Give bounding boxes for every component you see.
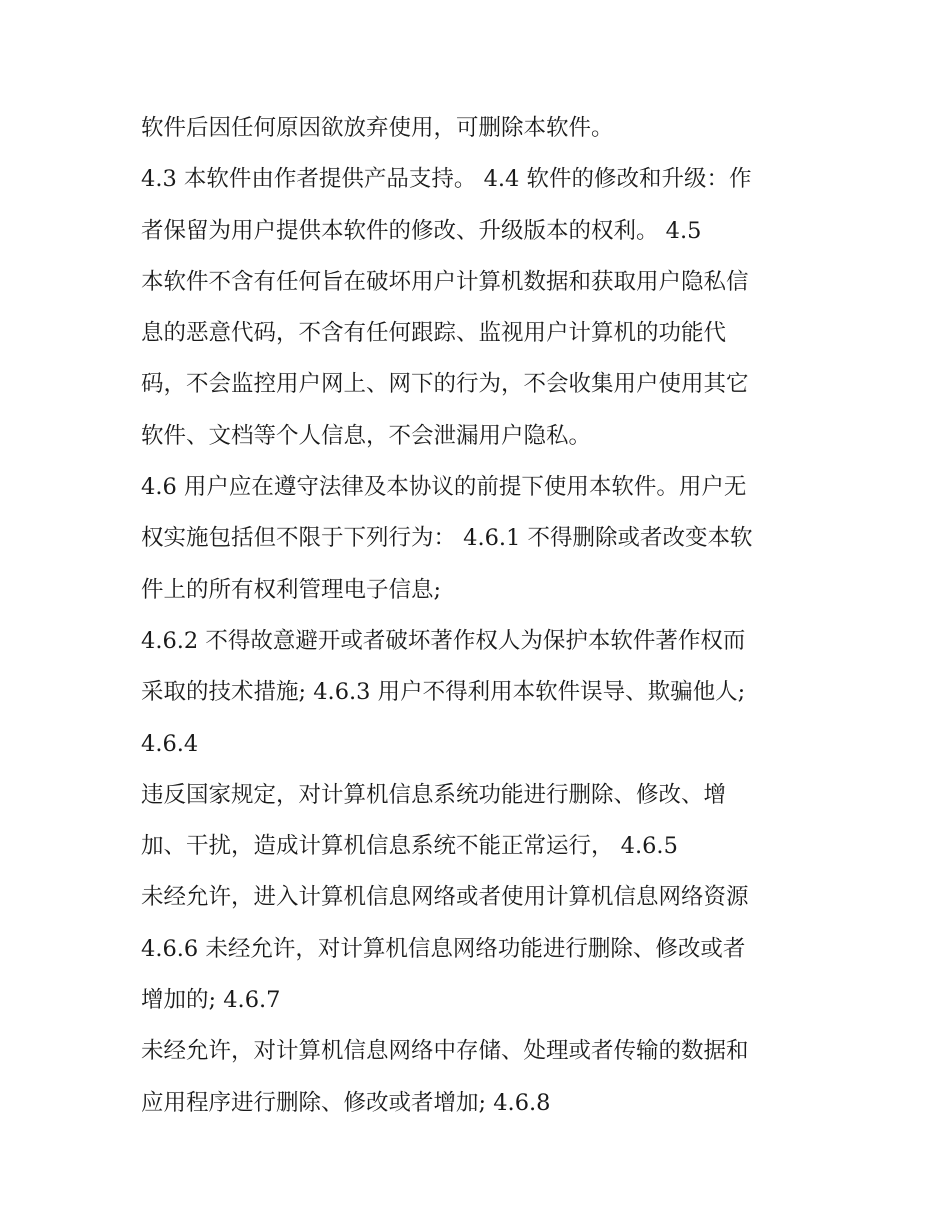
- text-line: 者保留为用户提供本软件的修改、升级版本的权利。 4.5: [141, 217, 702, 244]
- text-line: 采取的技术措施; 4.6.3 用户不得利用本软件误导、欺骗他人;: [141, 679, 746, 706]
- text-line: 未经允许，进入计算机信息网络或者使用计算机信息网络资源: [141, 884, 749, 911]
- text-line: 软件、文档等个人信息，不会泄漏用户隐私。: [141, 422, 592, 449]
- text-line: 息的恶意代码，不含有任何跟踪、监视用户计算机的功能代: [141, 320, 727, 347]
- text-line: 4.6.6 未经允许，对计算机信息网络功能进行删除、修改或者: [141, 935, 746, 962]
- text-line: 加、干扰，造成计算机信息系统不能正常运行， 4.6.5: [141, 833, 678, 860]
- text-line: 4.6.4: [141, 730, 199, 757]
- text-line: 违反国家规定，对计算机信息系统功能进行删除、修改、增: [141, 781, 727, 808]
- text-line: 码，不会监控用户网上、网下的行为，不会收集用户使用其它: [141, 371, 749, 398]
- text-line: 4.6 用户应在遵守法律及本协议的前提下使用本软件。用户无: [141, 474, 747, 501]
- text-line: 未经允许，对计算机信息网络中存储、处理或者传输的数据和: [141, 1038, 749, 1065]
- text-line: 权实施包括但不限于下列行为： 4.6.1 不得删除或者改变本软: [141, 525, 753, 552]
- text-line: 增加的; 4.6.7: [141, 987, 281, 1014]
- text-line: 4.3 本软件由作者提供产品支持。 4.4 软件的修改和升级：作: [141, 166, 752, 193]
- text-line: 软件后因任何原因欲放弃使用，可删除本软件。: [141, 115, 614, 141]
- text-line: 4.6.2 不得故意避开或者破坏著作权人为保护本软件著作权而: [141, 627, 746, 654]
- document-body: [141, 103, 831, 1129]
- text-line: 本软件不含有任何旨在破坏用户计算机数据和获取用户隐私信: [141, 268, 749, 295]
- text-line: 应用程序进行删除、修改或者增加; 4.6.8: [141, 1089, 551, 1116]
- text-line: 件上的所有权利管理电子信息;: [141, 576, 442, 603]
